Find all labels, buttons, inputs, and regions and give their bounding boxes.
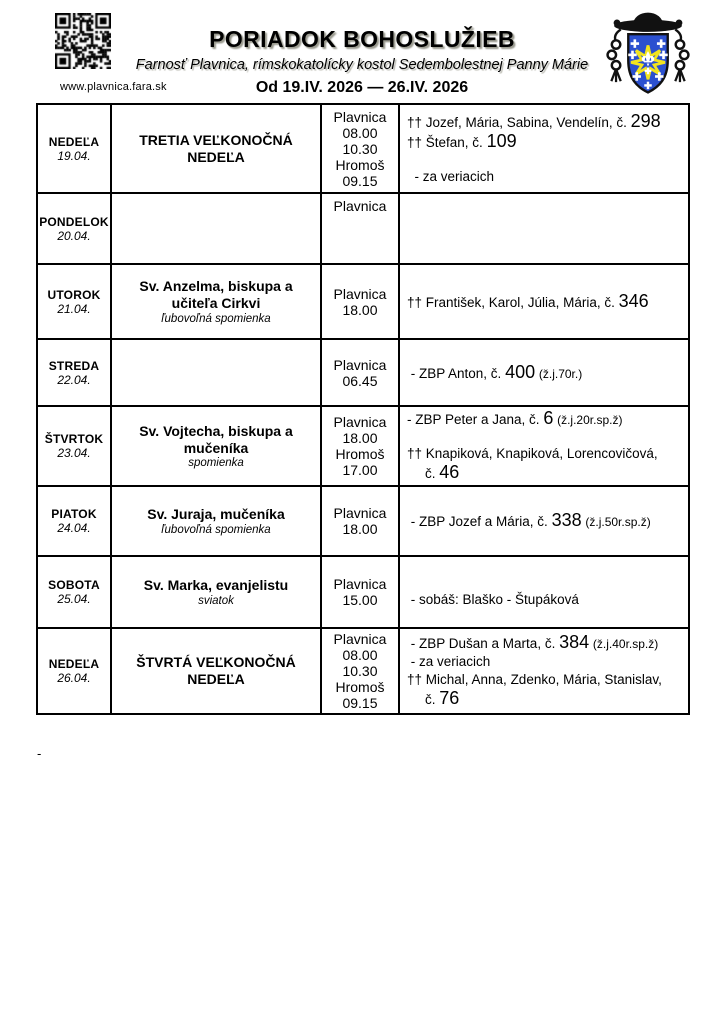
time-line: 06.45 xyxy=(342,372,378,389)
day-date: 22.04. xyxy=(57,372,91,387)
day-date: 23.04. xyxy=(57,446,91,460)
intention-text: - ZBP Anton, č. xyxy=(407,365,506,381)
feast-cell xyxy=(111,406,321,486)
intention-line xyxy=(407,409,686,429)
intention-text: 6 xyxy=(543,408,554,428)
feast-cell xyxy=(111,193,321,264)
feast-cell xyxy=(111,556,321,628)
times-cell xyxy=(321,264,399,339)
intentions-cell xyxy=(399,628,689,714)
intention-line xyxy=(407,363,686,383)
schedule-row xyxy=(37,406,689,486)
time-line: 18.00 xyxy=(342,521,378,537)
intention-text: 46 xyxy=(439,462,460,482)
times-cell xyxy=(321,339,399,406)
time-line: Plavnica xyxy=(333,631,387,647)
intentions-cell xyxy=(399,339,689,406)
day-date: 26.04. xyxy=(57,671,91,685)
intention-text: 109 xyxy=(486,130,517,151)
schedule-row xyxy=(37,339,689,406)
time-line: Plavnica xyxy=(333,356,387,373)
feast-cell xyxy=(111,628,321,714)
time-line: Hromoš xyxy=(335,679,385,695)
time-line: 18.00 xyxy=(342,301,378,318)
feast-cell xyxy=(111,104,321,193)
intention-line xyxy=(407,633,686,653)
intention-text: - ZBP Jozef a Mária, č. xyxy=(407,514,552,529)
feast-title: Sv. Vojtecha, biskupa a mučeníka xyxy=(139,422,293,456)
time-line: 10.30 xyxy=(342,140,378,157)
day-name: PIATOK xyxy=(51,507,97,521)
intentions-cell xyxy=(399,264,689,339)
day-date: 20.04. xyxy=(57,228,91,243)
intention-text: †† Jozef, Mária, Sabina, Vendelín, č. xyxy=(407,114,631,130)
intention-text: 384 xyxy=(559,632,590,652)
feast-title: TRETIA VEĽKONOČNÁ NEDEĽA xyxy=(139,131,293,165)
schedule-table xyxy=(36,103,690,715)
day-cell xyxy=(37,339,111,406)
time-line: 15.00 xyxy=(342,592,378,608)
intention-text: č. xyxy=(425,692,440,707)
intentions-cell xyxy=(399,193,689,264)
schedule-row xyxy=(37,104,689,193)
page-title: PORIADOK BOHOSLUŽIEB xyxy=(209,26,515,52)
times-cell xyxy=(321,104,399,193)
intention-line xyxy=(407,591,686,609)
day-name: NEDEĽA xyxy=(48,657,100,671)
intention-line xyxy=(407,575,686,591)
time-line: 18.00 xyxy=(342,430,378,446)
feast-note: sviatok xyxy=(198,594,234,607)
day-cell xyxy=(37,406,111,486)
intention-line xyxy=(407,653,686,671)
intention-text: - sobáš: Blaško - Štupáková xyxy=(407,592,579,607)
day-cell xyxy=(37,104,111,193)
feast-cell xyxy=(111,264,321,339)
time-line: Plavnica xyxy=(333,576,387,592)
parish-subtitle: Farnosť Plavnica, rímskokatolícky kostol Sedembolestnej Panny Márie xyxy=(135,57,589,73)
time-line: Plavnica xyxy=(333,285,387,302)
time-line: 10.30 xyxy=(342,663,378,679)
time-line: 09.15 xyxy=(342,695,378,711)
day-date: 24.04. xyxy=(57,521,91,535)
feast-title: Sv. Anzelma, biskupa a učiteľa Cirkvi xyxy=(139,278,293,311)
day-name: SOBOTA xyxy=(48,578,100,592)
intentions-cell xyxy=(399,556,689,628)
intention-text: - ZBP Peter a Jana, č. xyxy=(407,412,544,427)
feast-title: Sv. Marka, evanjelistu xyxy=(143,577,289,594)
schedule-row xyxy=(37,193,689,264)
day-date: 21.04. xyxy=(57,301,91,316)
schedule-row xyxy=(37,264,689,339)
schedule-row xyxy=(37,486,689,556)
intention-text: 338 xyxy=(551,510,582,530)
intention-line xyxy=(407,689,686,709)
date-range: Od 19.IV. 2026 — 26.IV. 2026 xyxy=(255,79,469,96)
times-cell xyxy=(321,628,399,714)
day-date: 19.04. xyxy=(57,148,91,163)
intention-text: - ZBP Dušan a Marta, č. xyxy=(407,636,560,651)
feast-title: ŠTVRTÁ VEĽKONOČNÁ NEDEĽA xyxy=(136,654,296,687)
feast-cell xyxy=(111,339,321,406)
intention-text: †† František, Karol, Júlia, Mária, č. xyxy=(407,294,619,310)
feast-title: Sv. Juraja, mučeníka xyxy=(147,506,285,523)
time-line: 09.15 xyxy=(342,172,378,189)
intention-text: 298 xyxy=(630,110,661,131)
time-line: 08.00 xyxy=(342,124,378,141)
time-line: 17.00 xyxy=(342,462,378,478)
schedule-row xyxy=(37,628,689,714)
intention-line xyxy=(407,292,686,312)
times-cell xyxy=(321,556,399,628)
intentions-cell xyxy=(399,406,689,486)
intention-text: (ž.j.70r.) xyxy=(538,366,583,381)
intentions-cell xyxy=(399,104,689,193)
intention-text: (ž.j.50r.sp.ž) xyxy=(585,515,651,529)
feast-note: spomienka xyxy=(188,457,244,470)
intention-text: - za veriacich xyxy=(407,654,491,669)
parish-coat-of-arms-icon xyxy=(601,3,695,103)
time-line: Plavnica xyxy=(333,414,387,430)
intention-text: †† Michal, Anna, Zdenko, Mária, Stanislav, xyxy=(407,672,662,687)
schedule-row xyxy=(37,556,689,628)
day-name: ŠTVRTOK xyxy=(44,432,104,446)
intention-line xyxy=(407,132,686,152)
time-line: 08.00 xyxy=(342,647,378,663)
intentions-cell xyxy=(399,486,689,556)
intention-line xyxy=(407,112,686,132)
intention-text: 346 xyxy=(618,290,649,311)
time-line: Hromoš xyxy=(335,446,385,462)
feast-note: ľubovoľná spomienka xyxy=(161,523,271,536)
header xyxy=(0,0,724,103)
times-cell xyxy=(321,193,399,264)
intention-text: (ž.j.40r.sp.ž) xyxy=(592,637,659,651)
intention-line xyxy=(407,429,686,445)
feast-note: ľubovoľná spomienka xyxy=(161,312,271,325)
intention-line xyxy=(407,511,686,531)
day-name: PONDELOK xyxy=(39,214,109,229)
intention-line xyxy=(407,463,686,483)
intention-text: - za veriacich xyxy=(407,168,495,184)
intention-text: †† Štefan, č. xyxy=(407,134,487,150)
time-line: Plavnica xyxy=(333,198,387,214)
times-cell xyxy=(321,406,399,486)
time-line: Hromoš xyxy=(335,156,385,173)
intention-text: 400 xyxy=(505,361,536,382)
day-name: NEDEĽA xyxy=(48,134,100,149)
time-line: Plavnica xyxy=(333,505,387,521)
intention-line xyxy=(407,152,686,168)
day-cell xyxy=(37,486,111,556)
times-cell xyxy=(321,486,399,556)
intention-text: †† Knapiková, Knapiková, Lorencovičová, xyxy=(407,446,658,461)
time-line: Plavnica xyxy=(333,108,387,125)
intention-text: č. xyxy=(425,466,440,481)
intention-line xyxy=(407,671,686,689)
footer-dash: - xyxy=(37,746,42,761)
day-cell xyxy=(37,264,111,339)
intention-text: 76 xyxy=(439,688,460,708)
day-cell xyxy=(37,628,111,714)
day-name: STREDA xyxy=(48,358,100,373)
feast-cell xyxy=(111,486,321,556)
day-date: 25.04. xyxy=(57,592,91,606)
intention-text: (ž.j.20r.sp.ž) xyxy=(557,413,623,427)
day-cell xyxy=(37,556,111,628)
day-cell xyxy=(37,193,111,264)
day-name: UTOROK xyxy=(47,287,101,302)
intention-line xyxy=(407,445,686,463)
intention-line xyxy=(407,168,686,186)
website-url: www.plavnica.fara.sk xyxy=(60,81,167,93)
